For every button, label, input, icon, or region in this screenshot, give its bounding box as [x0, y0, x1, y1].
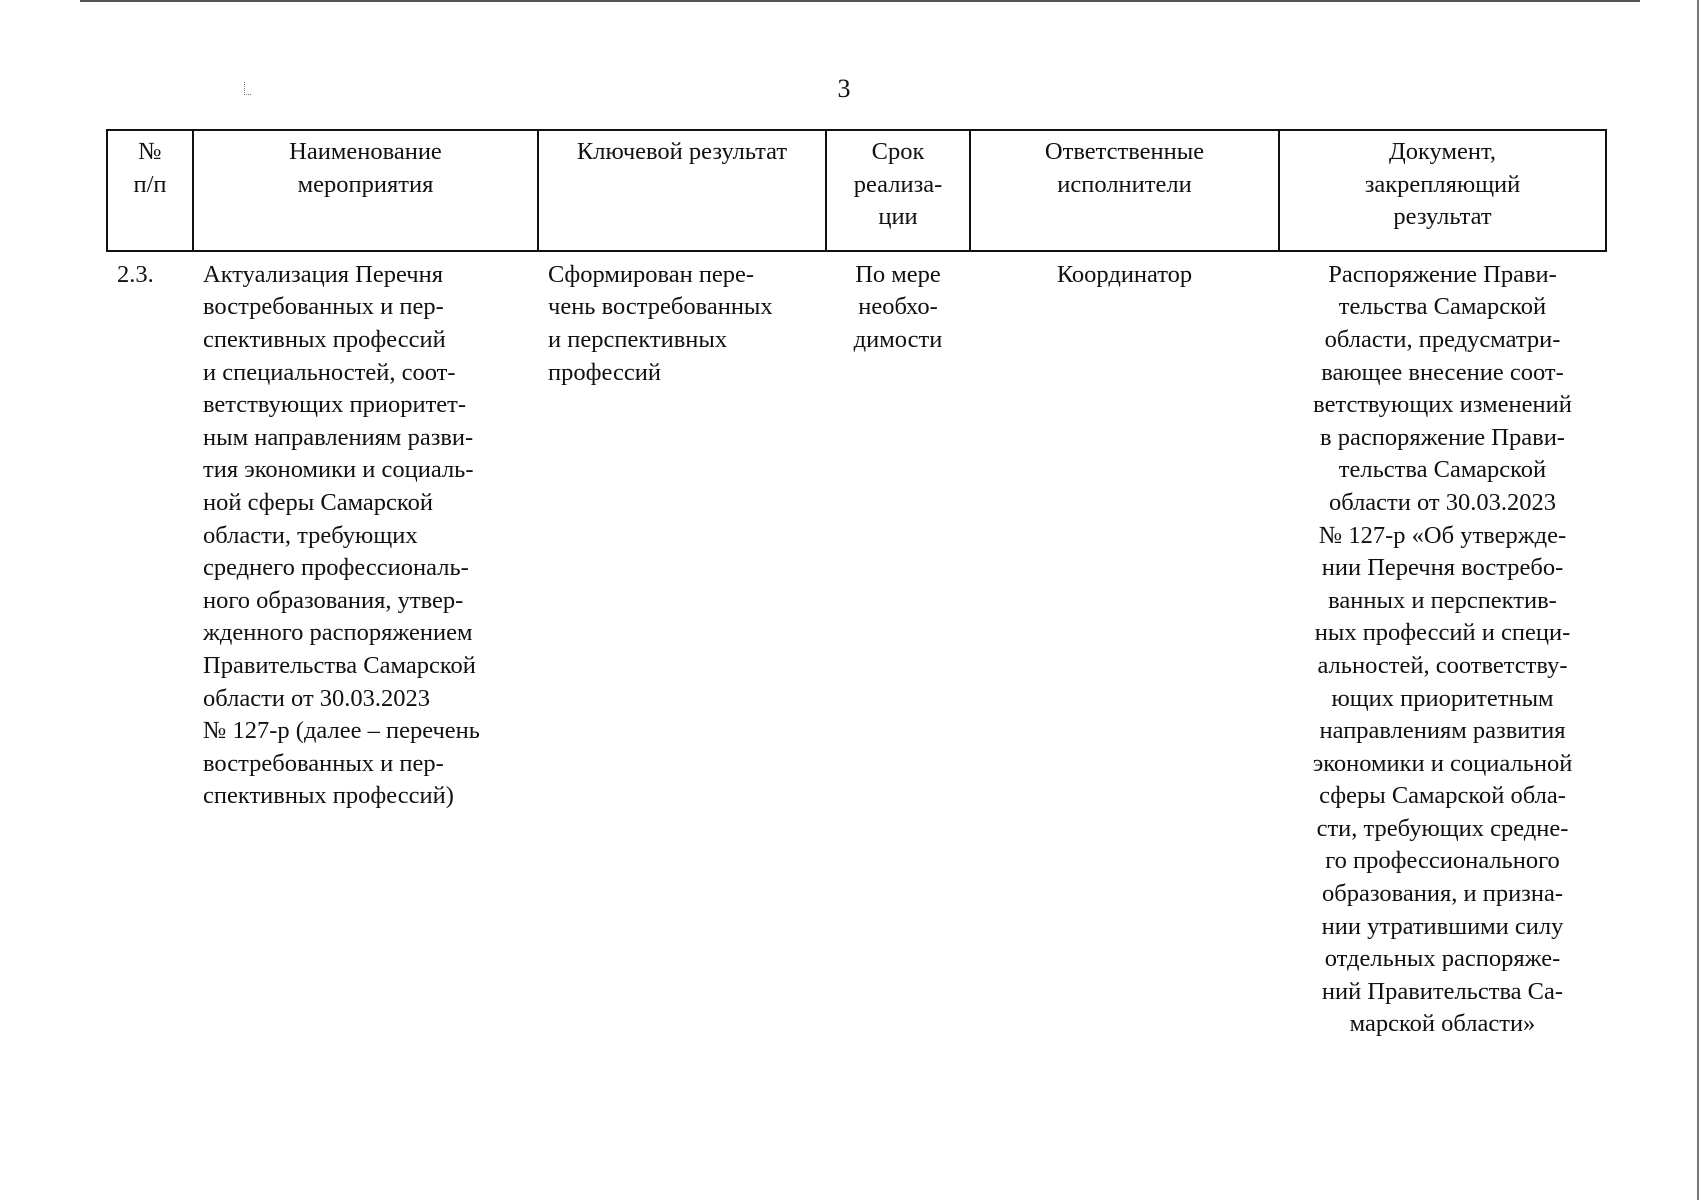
header-name: Наименование мероприятия	[193, 130, 538, 251]
header-term: Срок реализа- ции	[826, 130, 970, 251]
action-plan-table	[106, 129, 1607, 1059]
cell-term: По мере необхо- димости	[853, 260, 943, 353]
cell-num: 2.3.	[117, 260, 154, 288]
cell-result: Сформирован пере- чень востребованных и перспективных профессий	[548, 260, 773, 386]
header-document: Документ, закрепляющий результат	[1279, 130, 1606, 251]
cell-document: Распоряжение Прави- тельства Самарской области, предусматри- вающее внесение соот- ветствующих изменений в распоряжение Прави- тельства Самарской области от 30.03.2023 № 127-р «Об утвержде- нии Перечня востребо- ванных и перспектив- ных профессий и специ- альностей, соответству- ющих приоритетным направлениям развития экономики и социальной сферы Самарской обла- сти, требующих средне- го профессионального образования, и призна- нии утратившими силу отдельных распоряже- ний Правительства Са- марской области»	[1312, 260, 1573, 1038]
scan-right-edge	[1697, 0, 1699, 1200]
header-responsible: Ответственные исполнители	[970, 130, 1279, 251]
scan-top-rule	[80, 0, 1640, 2]
header-num: № п/п	[107, 130, 193, 251]
table-row	[107, 251, 1606, 1059]
cell-name: Актуализация Перечня востребованных и пер- спективных профессий и специальностей, соот- ветствующих приоритет- ным направлениям разви- тия экономики и социаль- ной сферы Самарской области, требующих среднего профессиональ- ного образования, утвер- жденного распоряжением Правительства Самарской области от 30.03.2023 № 127-р (далее – перечень востребованных и пер- спективных профессий)	[203, 260, 480, 810]
cell-responsible: Координатор	[1056, 260, 1193, 288]
page-number: 3	[837, 74, 851, 103]
table-header-row	[107, 130, 1606, 251]
header-result: Ключевой результат	[538, 130, 826, 251]
